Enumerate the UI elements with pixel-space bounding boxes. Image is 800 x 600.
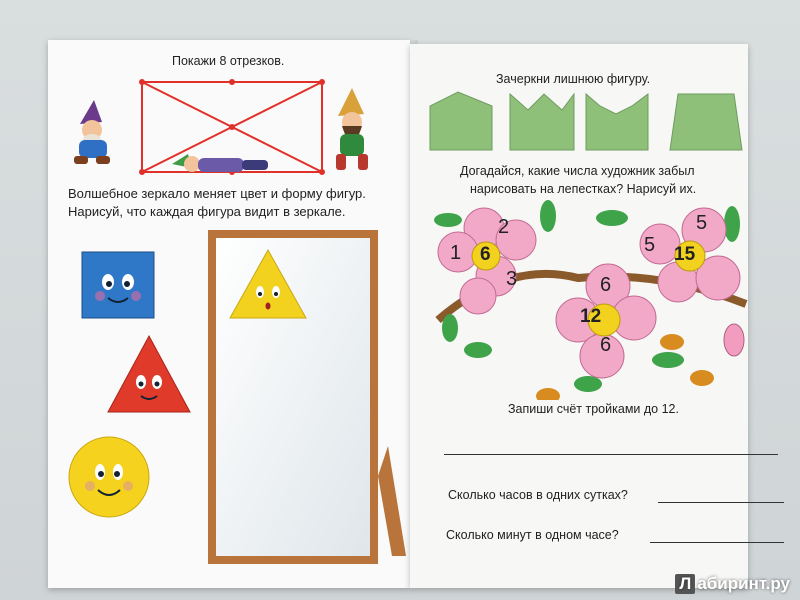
answer-line-minutes[interactable] — [650, 542, 784, 543]
task-cross-out: Зачеркни лишнюю фигуру. — [496, 72, 651, 86]
gnome-left-illustration — [62, 96, 122, 168]
blue-square-face — [78, 250, 158, 322]
task-mirror-line1: Волшебное зеркало меняет цвет и форму фигур. — [68, 186, 366, 201]
watermark-text: абиринт.ру — [697, 574, 790, 593]
flower3-center: 15 — [674, 244, 696, 265]
right-page — [410, 44, 748, 588]
flower1-petal-2: 2 — [498, 216, 510, 238]
mirror-frame — [198, 226, 408, 576]
green-shapes-row — [428, 90, 744, 156]
flower2-petal-1: 6 — [600, 274, 612, 296]
task-guess-line2: нарисовать на лепестках? Нарисуй их. — [470, 182, 697, 196]
answer-line-threes[interactable] — [444, 454, 778, 455]
answer-line-hours[interactable] — [658, 502, 784, 503]
red-triangle-face — [104, 332, 194, 416]
task-count-by-threes: Запиши счёт тройками до 12. — [508, 402, 679, 416]
flower1-center: 6 — [480, 244, 491, 265]
watermark-badge: Л — [675, 574, 695, 594]
gnome-lying-illustration — [168, 146, 278, 180]
labirint-watermark — [675, 574, 790, 594]
flower3-petal-1: 5 — [644, 234, 656, 256]
task-hours-in-day: Сколько часов в одних сутках? — [448, 488, 628, 502]
flower2-center: 12 — [580, 306, 602, 327]
flower2-petal-2: 6 — [600, 334, 612, 356]
gnome-right-illustration — [322, 88, 382, 174]
flower1-petal-1: 1 — [450, 242, 462, 264]
yellow-circle-face — [66, 434, 152, 520]
left-page — [48, 40, 410, 588]
task-show-segments: Покажи 8 отрезков. — [172, 54, 285, 68]
flower3-petal-2: 5 — [696, 212, 708, 234]
task-mirror-line2: Нарисуй, что каждая фигура видит в зеркале. — [68, 204, 346, 219]
task-guess-line1: Догадайся, какие числа художник забыл — [460, 164, 695, 178]
task-minutes-in-hour: Сколько минут в одном часе? — [446, 528, 619, 542]
flower1-petal-3: 3 — [506, 268, 518, 290]
